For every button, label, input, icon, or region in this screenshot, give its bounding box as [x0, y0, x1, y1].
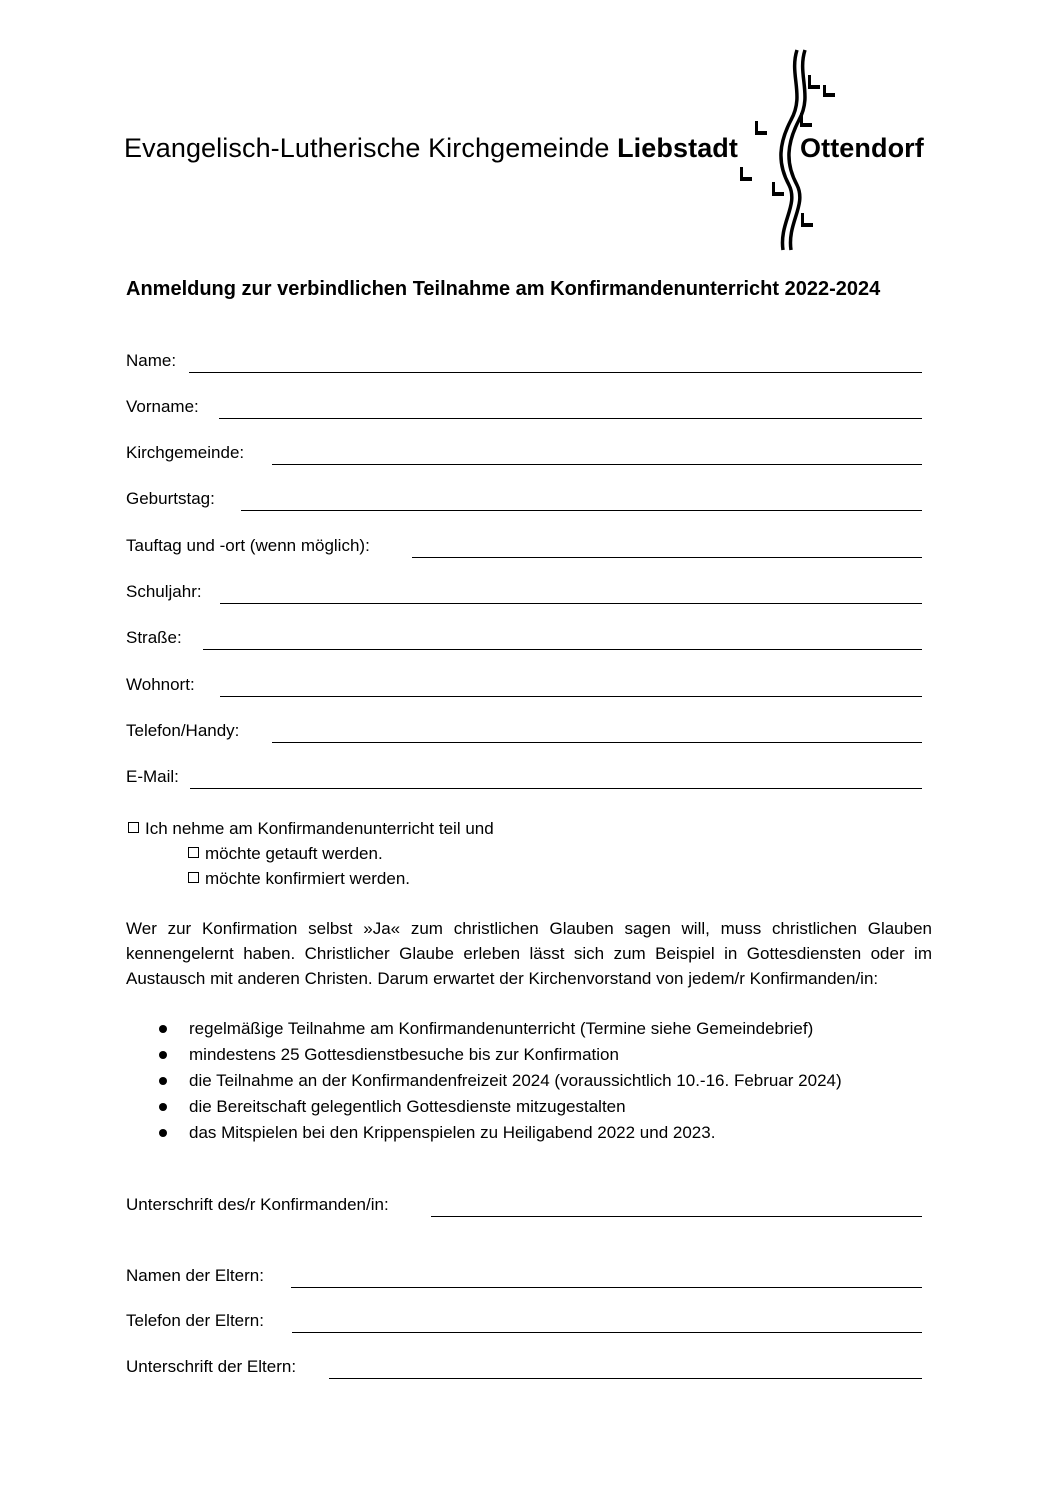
fill-line[interactable] [292, 1332, 922, 1333]
field-schuljahr[interactable] [126, 578, 922, 604]
list-item-text: die Bereitschaft gelegentlich Gottesdienste mitzugestalten [189, 1097, 626, 1116]
field-label: Geburtstag: [126, 489, 215, 508]
list-item-text: regelmäßige Teilnahme am Konfirmandenunterricht (Termine siehe Gemeindebrief) [189, 1019, 814, 1038]
field-strasse[interactable] [126, 624, 922, 650]
field-label: Unterschrift des/r Konfirmanden/in: [126, 1195, 389, 1214]
fill-line[interactable] [431, 1216, 922, 1217]
bullet-icon [159, 1077, 167, 1085]
field-wohnort[interactable] [126, 671, 922, 697]
org-name: Evangelisch-Lutherische Kirchgemeinde [124, 133, 610, 163]
field-email[interactable] [126, 763, 922, 789]
field-label: Namen der Eltern: [126, 1266, 264, 1285]
field-label: Straße: [126, 628, 182, 647]
checkbox-participate[interactable] [128, 816, 494, 841]
field-label: Schuljahr: [126, 582, 202, 601]
field-label: Kirchgemeinde: [126, 443, 245, 462]
place-liebstadt: Liebstadt [617, 133, 738, 163]
fill-line[interactable] [220, 696, 922, 697]
field-signature-confirmand[interactable] [126, 1191, 922, 1217]
checkbox-icon[interactable] [188, 872, 199, 883]
church-river-logo [735, 45, 845, 255]
list-item [126, 1068, 842, 1094]
field-tauftag[interactable] [126, 532, 922, 558]
field-label: E-Mail: [126, 767, 179, 786]
checkbox-icon[interactable] [128, 822, 139, 833]
expectations-paragraph: Wer zur Konfirmation selbst »Ja« zum christlichen Glauben sagen will, muss christlichen Glauben kennengelernt haben. Christlicher Glaube erleben lässt sich zum Beispiel in Gottesdiensten oder im Austausch mit anderen Christen. Darum erwartet der Kirchenvorstand von jedem/r Konfirmanden/in: [126, 919, 932, 988]
bullet-icon [159, 1129, 167, 1137]
place-ottendorf: Ottendorf [800, 133, 924, 163]
field-telefon[interactable] [126, 717, 922, 743]
field-label: Tauftag und -ort (wenn möglich): [126, 536, 370, 555]
field-parent-phone[interactable] [126, 1307, 922, 1333]
fill-line[interactable] [291, 1287, 922, 1288]
header-title [124, 133, 924, 164]
list-item [126, 1094, 842, 1120]
field-parent-signature[interactable] [126, 1353, 922, 1379]
fill-line[interactable] [241, 510, 922, 511]
field-label: Telefon der Eltern: [126, 1311, 264, 1330]
form-title: Anmeldung zur verbindlichen Teilnahme am Konfirmandenunterricht 2022-2024 [126, 278, 881, 300]
field-parent-names[interactable] [126, 1262, 922, 1288]
checkbox-group [128, 816, 494, 891]
field-label: Wohnort: [126, 675, 195, 694]
bullet-icon [159, 1051, 167, 1059]
field-label: Unterschrift der Eltern: [126, 1357, 297, 1376]
field-geburtstag[interactable] [126, 485, 922, 511]
fill-line[interactable] [219, 418, 922, 419]
fill-line[interactable] [272, 742, 922, 743]
fill-line[interactable] [203, 649, 922, 650]
checkbox-icon[interactable] [188, 847, 199, 858]
fill-line[interactable] [329, 1378, 922, 1379]
checkbox-baptism[interactable] [128, 841, 494, 866]
checkbox-confirmation[interactable] [128, 866, 494, 891]
field-kirchgemeinde[interactable] [126, 439, 922, 465]
field-label: Telefon/Handy: [126, 721, 240, 740]
bullet-icon [159, 1025, 167, 1033]
expectations-list [126, 1016, 842, 1146]
field-vorname[interactable] [126, 393, 922, 419]
fill-line[interactable] [272, 464, 922, 465]
checkbox-label: Ich nehme am Konfirmandenunterricht teil und [145, 819, 494, 838]
bullet-icon [159, 1103, 167, 1111]
fill-line[interactable] [189, 372, 922, 373]
list-item [126, 1016, 842, 1042]
fill-line[interactable] [412, 557, 922, 558]
checkbox-label: möchte getauft werden. [205, 844, 383, 863]
fill-line[interactable] [190, 788, 922, 789]
checkbox-label: möchte konfirmiert werden. [205, 869, 411, 888]
list-item-text: das Mitspielen bei den Krippenspielen zu Heiligabend 2022 und 2023. [189, 1123, 716, 1142]
field-label: Vorname: [126, 397, 199, 416]
fill-line[interactable] [220, 603, 922, 604]
list-item [126, 1042, 842, 1068]
field-label: Name: [126, 351, 177, 370]
list-item-text: die Teilnahme an der Konfirmandenfreizeit 2024 (voraussichtlich 10.-16. Februar 2024) [189, 1071, 842, 1090]
list-item [126, 1120, 842, 1146]
field-name[interactable] [126, 347, 922, 373]
list-item-text: mindestens 25 Gottesdienstbesuche bis zur Konfirmation [189, 1045, 619, 1064]
